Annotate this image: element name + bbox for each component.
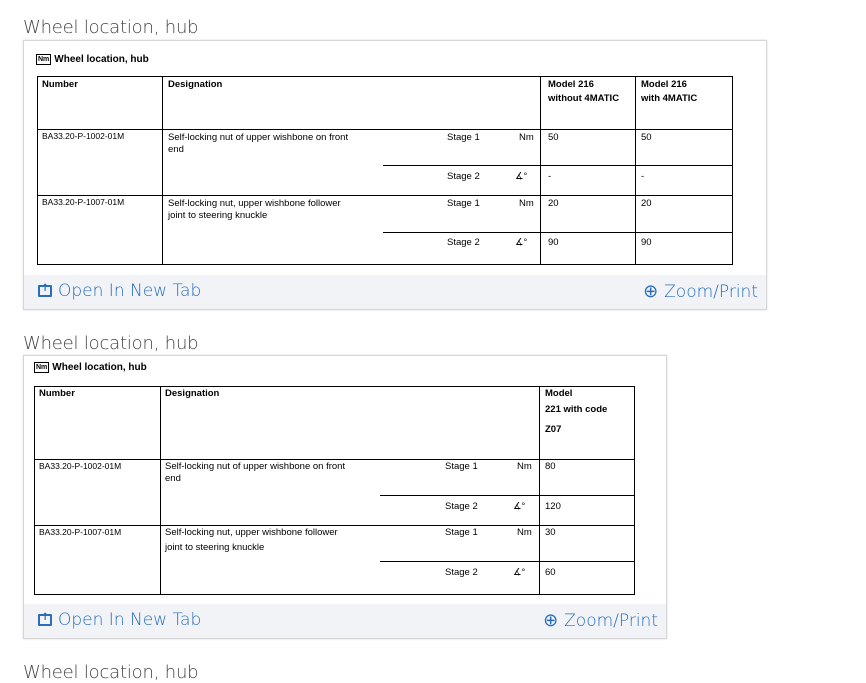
header-model-a-sub: without 4MATIC [548,93,620,104]
value-b: 20 [641,198,652,209]
row-number: BA33.20-P-1002-01M [39,461,122,471]
row-number: BA33.20-P-1007-01M [42,197,125,207]
row-designation: Self-locking nut, upper wishbone follower [168,198,341,209]
zoom-print-link[interactable] [643,281,758,302]
header-model-a-code: Z07 [545,424,562,435]
zoom-print-label: Zoom/Print [664,281,758,302]
row-designation: Self-locking nut of upper wishbone on front [168,132,349,143]
section-heading: Wheel location, hub [23,662,199,683]
document-card [23,355,667,639]
doc-title [36,54,149,65]
value-a: 90 [548,237,559,248]
header-designation: Designation [165,388,220,399]
value-a: - [548,171,552,182]
torque-nm-icon: Nm [36,364,48,371]
stage-label: Stage 2 [447,171,480,182]
open-external-icon [38,614,52,626]
value-a: 120 [545,501,561,512]
zoom-print-link[interactable] [543,610,658,631]
value-a: 20 [548,198,559,209]
stage-label: Stage 1 [445,461,478,472]
stage-label: Stage 1 [447,198,480,209]
value-a: 60 [545,567,556,578]
header-model-b-sub: with 4MATIC [641,93,698,104]
value-b: 90 [641,237,652,248]
row-designation-cont: end [168,144,184,155]
stage-label: Stage 2 [445,501,478,512]
stage-label: Stage 1 [445,527,478,538]
open-new-tab-link[interactable] [38,610,201,630]
header-model-a: Model [545,388,573,399]
header-designation: Designation [168,79,223,90]
doc-title-text: Wheel location, hub [54,54,149,65]
unit-label: Nm [517,461,532,472]
angle-icon: ∡° [513,567,526,578]
value-a: 30 [545,527,556,538]
open-new-tab-label: Open In New Tab [58,610,202,630]
section-heading: Wheel location, hub [23,333,199,354]
row-number: BA33.20-P-1007-01M [39,527,122,537]
header-model-b: Model 216 [641,79,687,90]
doc-title-text: Wheel location, hub [52,362,147,373]
unit-label: Nm [519,198,534,209]
document-card [23,40,767,310]
row-designation: Self-locking nut of upper wishbone on front [165,461,346,472]
torque-nm-icon: Nm [38,56,50,63]
open-external-icon [38,285,52,297]
open-new-tab-link[interactable] [38,281,201,301]
row-number: BA33.20-P-1002-01M [42,131,125,141]
row-designation-cont: end [165,473,181,484]
zoom-in-icon: ⊕ [543,610,559,631]
angle-icon: ∡° [513,501,526,512]
value-a: 50 [548,132,559,143]
unit-label: Nm [519,132,534,143]
card-action-bar [24,275,766,309]
header-number: Number [42,79,78,90]
row-designation-cont: joint to steering knuckle [165,542,265,553]
stage-label: Stage 1 [447,132,480,143]
angle-icon: ∡° [515,237,528,248]
zoom-in-icon: ⊕ [643,281,659,302]
value-b: - [641,171,645,182]
doc-title [34,362,147,373]
row-designation: Self-locking nut, upper wishbone follower [165,527,338,538]
open-new-tab-label: Open In New Tab [58,281,202,301]
value-b: 50 [641,132,652,143]
header-model-a: Model 216 [548,79,594,90]
unit-label: Nm [517,527,532,538]
header-model-a-sub: 221 with code [545,404,608,415]
section-heading: Wheel location, hub [23,17,199,38]
header-number: Number [39,388,75,399]
row-designation-cont: joint to steering knuckle [168,210,268,221]
stage-label: Stage 2 [445,567,478,578]
stage-label: Stage 2 [447,237,480,248]
card-action-bar [24,604,666,638]
zoom-print-label: Zoom/Print [564,610,658,631]
angle-icon: ∡° [515,171,528,182]
value-a: 80 [545,461,556,472]
